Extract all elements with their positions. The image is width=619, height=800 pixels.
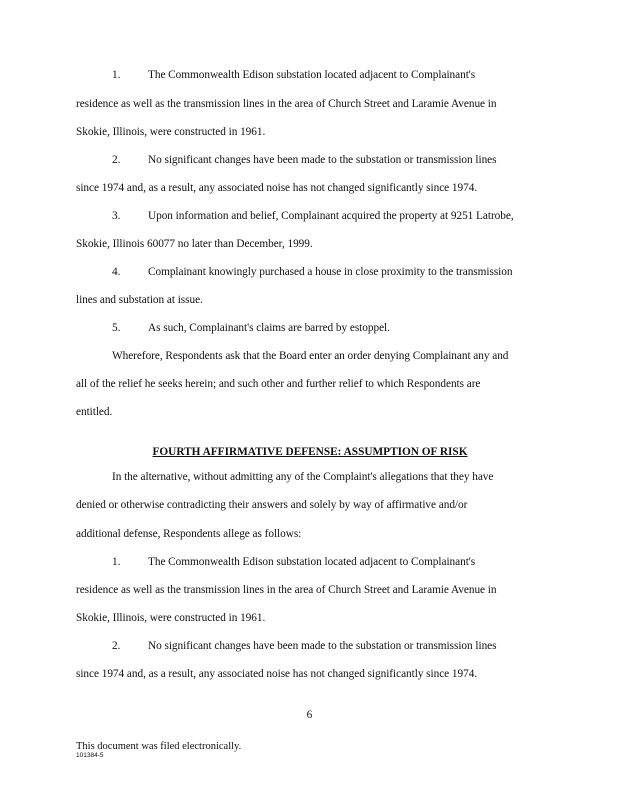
para-number: 2. <box>112 154 121 166</box>
footer-note: This document was filed electronically. <box>76 741 242 752</box>
para-number: 5. <box>112 322 121 334</box>
para-number: 3. <box>112 210 121 222</box>
para-number: 4. <box>112 266 121 278</box>
text-line: The Commonwealth Edison substation located adjacent to Complainant's <box>148 69 476 81</box>
text-line: lines and substation at issue. <box>76 294 203 306</box>
text-line: No significant changes have been made to the substation or transmission lines <box>148 640 497 652</box>
section-heading: FOURTH AFFIRMATIVE DEFENSE: ASSUMPTION OF RISK <box>152 446 468 458</box>
text-line: since 1974 and, as a result, any associated noise has not changed significantly since 1974. <box>76 668 478 680</box>
para-number: 2. <box>112 640 121 652</box>
text-line: residence as well as the transmission lines in the area of Church Street and Laramie Avenue in <box>76 584 497 596</box>
intro-line: In the alternative, without admitting any of the Complaint's allegations that they have <box>112 471 494 483</box>
para-number: 1. <box>112 556 121 568</box>
text-line: No significant changes have been made to the substation or transmission lines <box>148 154 497 166</box>
text-line: residence as well as the transmission lines in the area of Church Street and Laramie Avenue in <box>76 98 497 110</box>
wherefore-line: entitled. <box>76 406 113 418</box>
wherefore-line: all of the relief he seeks herein; and such other and further relief to which Respondents are <box>76 378 481 390</box>
text-line: Complainant knowingly purchased a house in close proximity to the transmission <box>148 266 513 278</box>
text-line: Skokie, Illinois 60077 no later than December, 1999. <box>76 238 313 250</box>
document-id: 101384-5 <box>76 752 104 759</box>
intro-line: denied or otherwise contradicting their answers and solely by way of affirmative and/or <box>76 499 468 511</box>
text-line: Skokie, Illinois, were constructed in 1961. <box>76 126 266 138</box>
text-line: since 1974 and, as a result, any associated noise has not changed significantly since 1974. <box>76 182 478 194</box>
text-line: The Commonwealth Edison substation located adjacent to Complainant's <box>148 556 476 568</box>
page-number: 6 <box>306 709 313 721</box>
para-number: 1. <box>112 69 121 81</box>
text-line: Upon information and belief, Complainant acquired the property at 9251 Latrobe, <box>148 210 514 222</box>
text-line: Skokie, Illinois, were constructed in 1961. <box>76 612 266 624</box>
wherefore-line: Wherefore, Respondents ask that the Board enter an order denying Complainant any and <box>112 350 509 362</box>
text-line: As such, Complainant's claims are barred by estoppel. <box>148 322 390 334</box>
intro-line: additional defense, Respondents allege as follows: <box>76 528 302 540</box>
